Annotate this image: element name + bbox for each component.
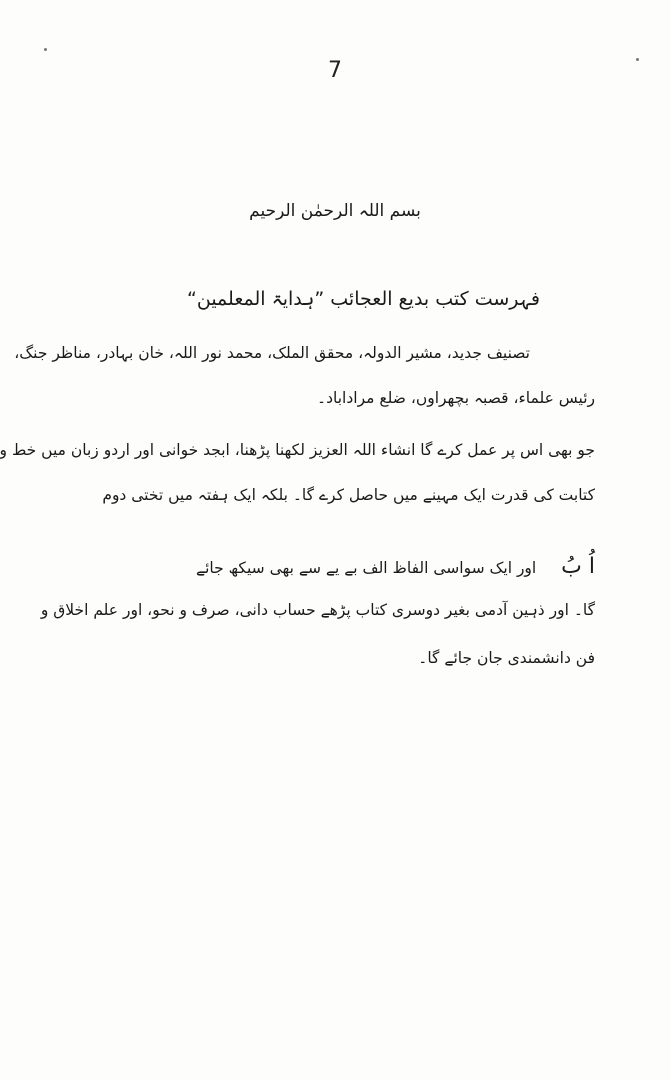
speck-mark [44,48,47,51]
text-line-1: تصنیف جدید، مشیر الدولہ، محقق الملک، محمد نور اللہ، خان بہادر، مناظر جنگ، [14,344,530,362]
page-number: 7 [328,58,342,83]
text-line-4: کتابت کی قدرت ایک مہینے میں حاصل کرے گا۔ بلکہ ایک ہفتہ میں تختی دوم [102,486,595,504]
heading: فہرست کتب بدیع العجائب ”ہدایۃ المعلمین“ [187,288,540,310]
speck-mark [636,58,639,61]
text-line-6: گا۔ اور ذہین آدمی بغیر دوسری کتاب پڑھے حساب دانی، صرف و نحو، اور علم اخلاق و [40,601,595,619]
text-line-5: اور ایک سواسی الفاظ الف بے یے سے بھی سیکھ جائے [196,559,537,577]
text-line-7: فن دانشمندی جان جائے گا۔ [418,649,595,667]
text-line-5-row [95,553,595,582]
text-line-2: رئیس علماء، قصبہ بچھراوں، ضلع مراداباد۔ [317,389,595,407]
letters-alif-be: اُ بُ [561,554,595,579]
bismillah-line: بسم اللہ الرحمٰن الرحیم [249,201,421,221]
text-line-3: جو بھی اس پر عمل کرے گا انشاء اللہ العزیز لکھنا پڑھنا، ابجد خوانی اور اردو زبان میں خط و [0,441,595,459]
